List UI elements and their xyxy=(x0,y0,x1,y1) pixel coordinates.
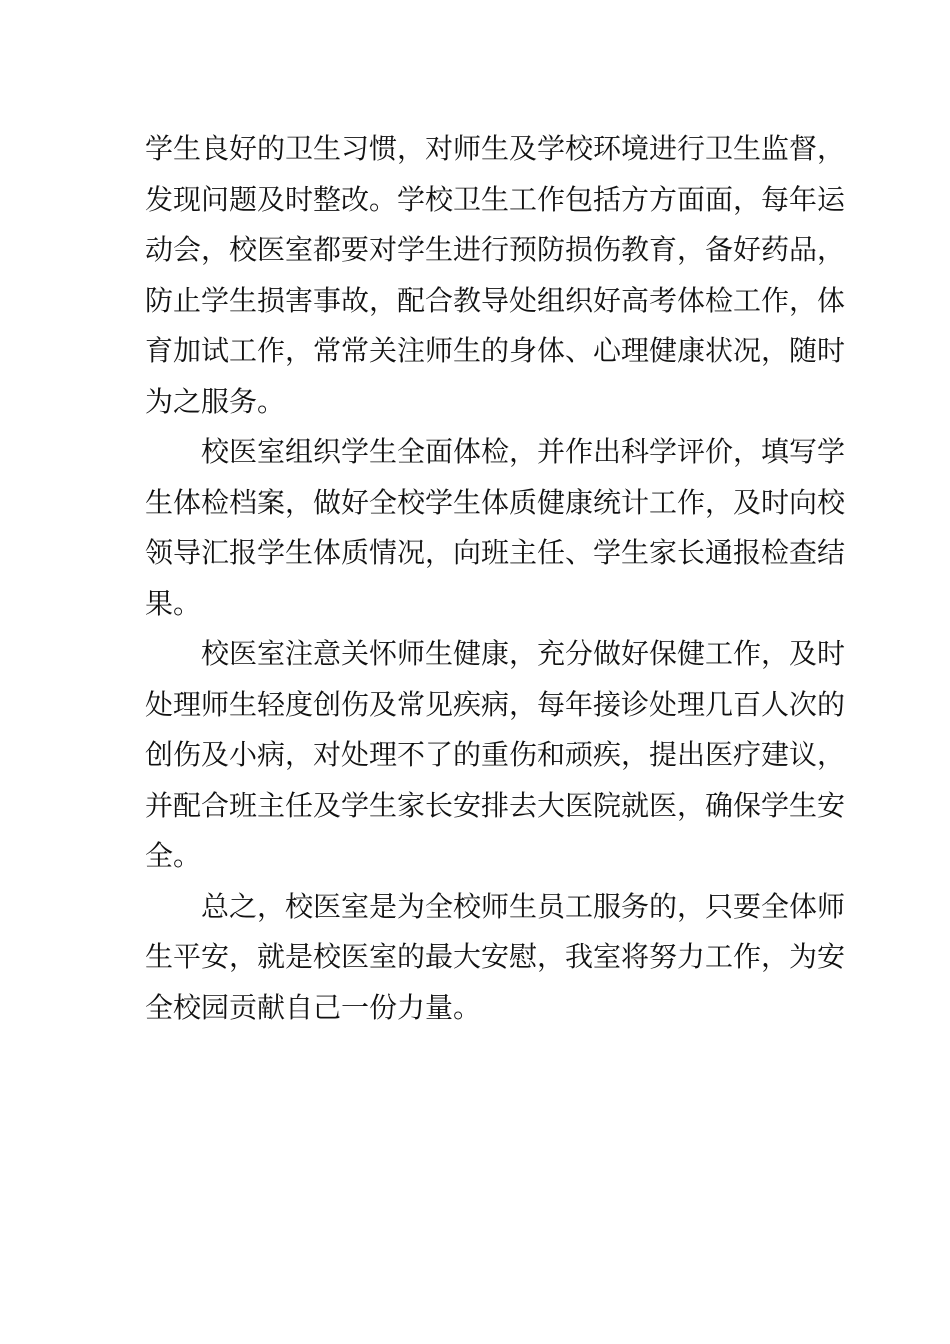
text-line: 创伤及小病，对处理不了的重伤和顽疾，提出医疗建议， xyxy=(145,738,846,771)
text-line: 生平安，就是校医室的最大安慰，我室将努力工作，为安 xyxy=(145,940,846,973)
text-line: 总之，校医室是为全校师生员工服务的，只要全体师 xyxy=(201,889,846,923)
text-line: 果。 xyxy=(145,586,202,620)
text-line: 学生良好的卫生习惯，对师生及学校环境进行卫生监督， xyxy=(145,132,846,165)
text-line: 防止学生损害事故，配合教导处组织好高考体检工作，体 xyxy=(145,283,846,317)
paragraph-2 xyxy=(145,427,846,629)
paragraph-4 xyxy=(145,882,846,1034)
document-body xyxy=(145,124,846,1033)
paragraph-1 xyxy=(145,124,846,427)
paragraph-3 xyxy=(145,629,846,882)
text-line: 为之服务。 xyxy=(145,384,286,418)
text-line: 校医室组织学生全面体检，并作出科学评价，填写学 xyxy=(201,435,846,468)
text-line: 发现问题及时整改。学校卫生工作包括方方面面，每年运 xyxy=(145,182,846,216)
text-line: 校医室注意关怀师生健康，充分做好保健工作，及时 xyxy=(201,637,846,670)
text-line: 生体检档案，做好全校学生体质健康统计工作，及时向校 xyxy=(145,485,846,519)
text-line: 育加试工作，常常关注师生的身体、心理健康状况，随时 xyxy=(145,334,846,367)
text-line: 领导汇报学生体质情况，向班主任、学生家长通报检查结 xyxy=(145,536,846,569)
text-line: 全校园贡献自己一份力量。 xyxy=(145,990,482,1024)
text-line: 全。 xyxy=(145,839,202,872)
text-line: 并配合班主任及学生家长安排去大医院就医，确保学生安 xyxy=(145,788,846,822)
text-line: 处理师生轻度创伤及常见疾病，每年接诊处理几百人次的 xyxy=(145,687,846,721)
text-line: 动会，校医室都要对学生进行预防损伤教育，备好药品， xyxy=(145,233,846,266)
